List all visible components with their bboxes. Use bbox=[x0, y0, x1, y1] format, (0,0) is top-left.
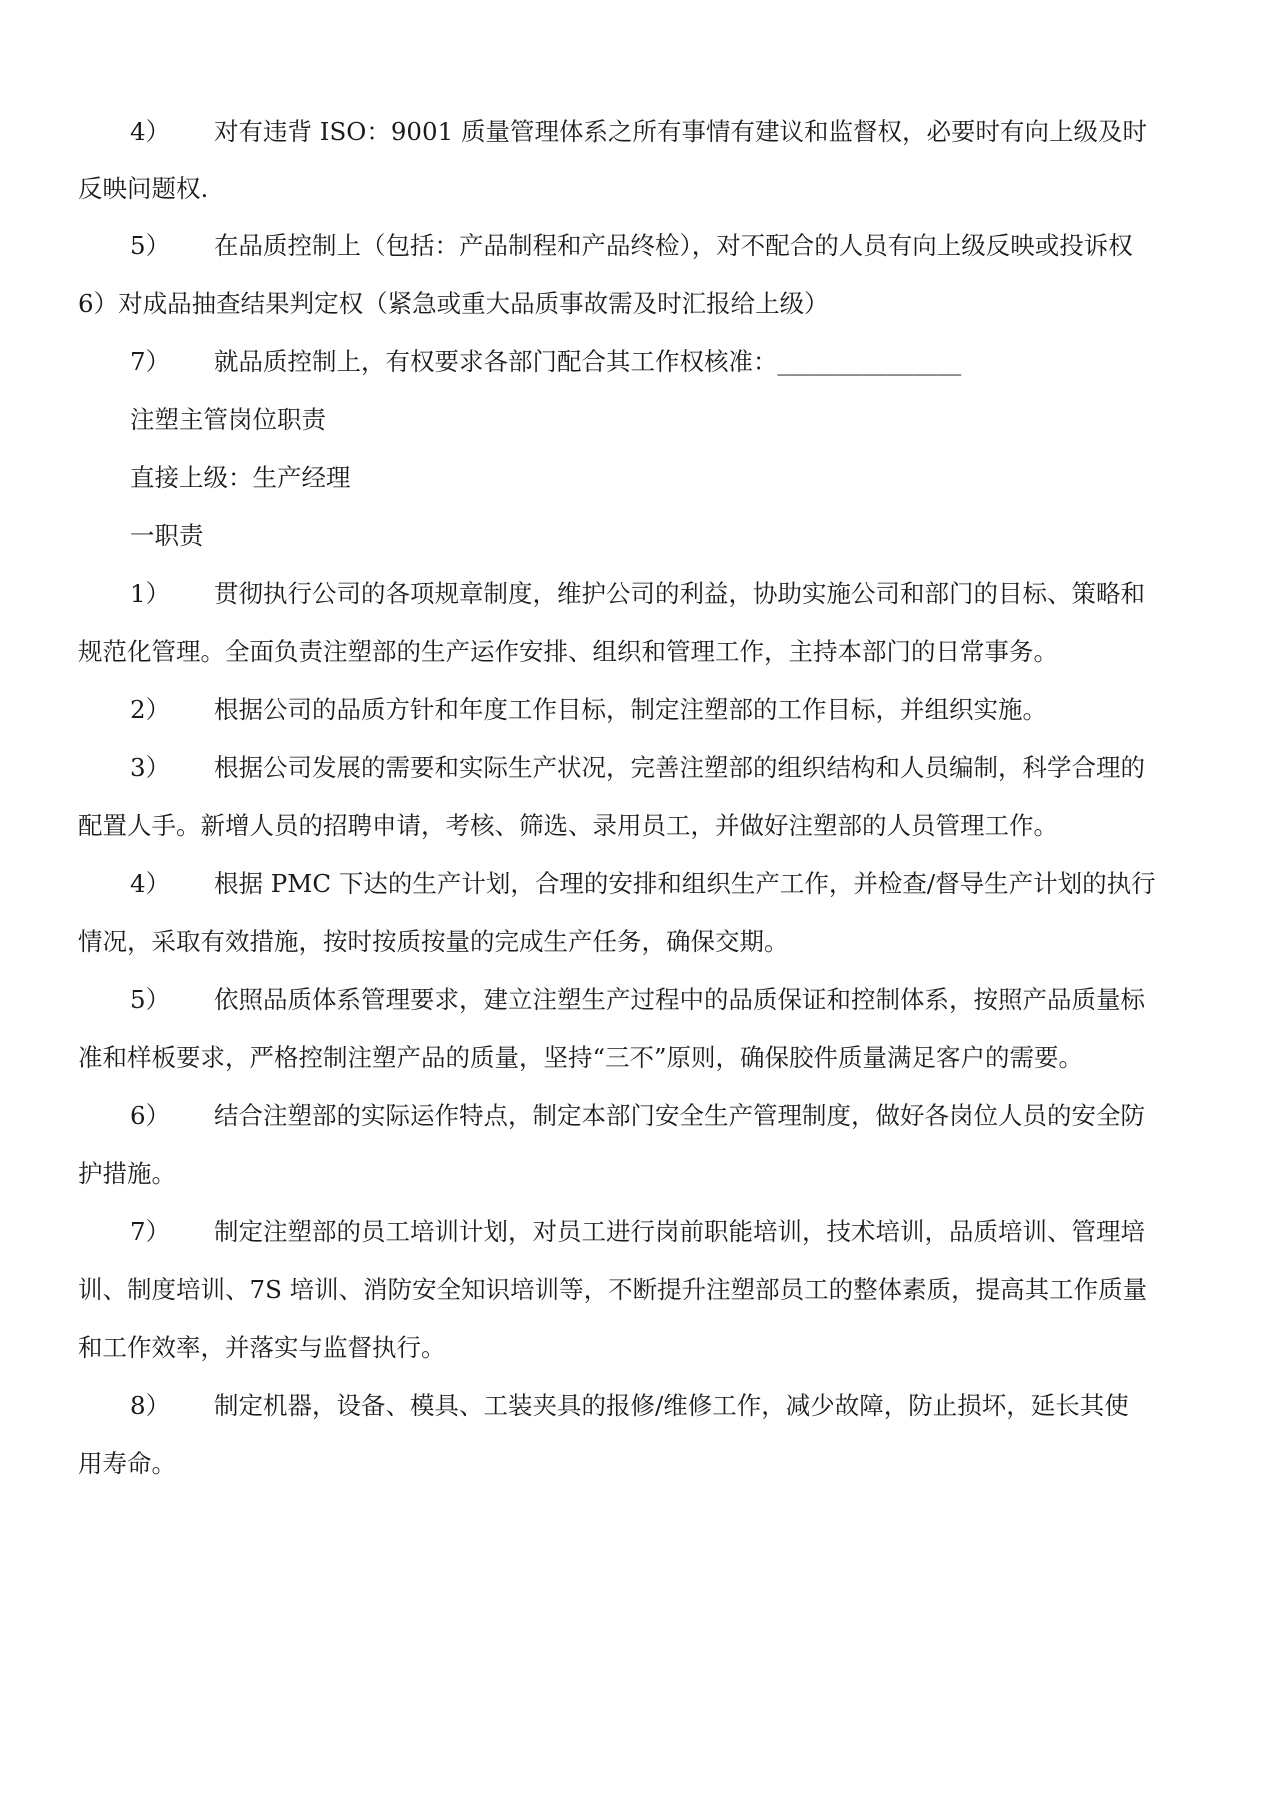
paragraph-line: 规范化管理。全面负责注塑部的生产运作安排、组织和管理工作，主持本部门的日常事务。 bbox=[78, 637, 1058, 666]
paragraph-line: 准和样板要求，严格控制注塑产品的质量，坚持“三不”原则，确保胶件质量满足客户的需要。 bbox=[78, 1043, 1084, 1072]
section-heading: 一职责 bbox=[130, 521, 204, 550]
item-number: 8） bbox=[130, 1391, 171, 1420]
item-number: 5） bbox=[130, 231, 171, 260]
paragraph-line: 用寿命。 bbox=[78, 1449, 176, 1478]
paragraph-text: 制定机器，设备、模具、工装夹具的报修/维修工作，减少故障，防止损坏，延长其使 bbox=[214, 1391, 1129, 1420]
paragraph-line: 情况，采取有效措施，按时按质按量的完成生产任务，确保交期。 bbox=[78, 927, 789, 956]
paragraph-line: 和工作效率，并落实与监督执行。 bbox=[78, 1333, 446, 1362]
paragraph-line: 护措施。 bbox=[78, 1159, 176, 1188]
paragraph-text: 根据公司的品质方针和年度工作目标，制定注塑部的工作目标，并组织实施。 bbox=[214, 695, 1047, 724]
item-number: 6） bbox=[130, 1101, 171, 1130]
paragraph-line: 反映问题权. bbox=[78, 174, 209, 203]
item-number: 2） bbox=[130, 695, 171, 724]
paragraph-text: 制定注塑部的员工培训计划，对员工进行岗前职能培训，技术培训，品质培训、管理培 bbox=[214, 1217, 1145, 1246]
paragraph-text: 对有违背 ISO：9001 质量管理体系之所有事情有建议和监督权，必要时有向上级及时 bbox=[214, 117, 1147, 146]
paragraph-line: 训、制度培训、7S 培训、消防安全知识培训等，不断提升注塑部员工的整体素质，提高其工作质量 bbox=[78, 1275, 1148, 1304]
item-number: 4） bbox=[130, 869, 171, 898]
paragraph-text: 根据 PMC 下达的生产计划，合理的安排和组织生产工作，并检查/督导生产计划的执行 bbox=[214, 869, 1156, 898]
section-title: 注塑主管岗位职责 bbox=[130, 405, 326, 434]
paragraph-text: 就品质控制上，有权要求各部门配合其工作权核准：_______________ bbox=[214, 347, 962, 376]
paragraph-text: 贯彻执行公司的各项规章制度，维护公司的利益，协助实施公司和部门的目标、策略和 bbox=[214, 579, 1145, 608]
item-number: 7） bbox=[130, 1217, 171, 1246]
item-number: 7） bbox=[130, 347, 171, 376]
paragraph-text: 在品质控制上（包括：产品制程和产品终检），对不配合的人员有向上级反映或投诉权 bbox=[214, 231, 1133, 260]
item-number: 1） bbox=[130, 579, 171, 608]
paragraph-line: 6）对成品抽查结果判定权（紧急或重大品质事故需及时汇报给上级） bbox=[78, 289, 829, 318]
item-number: 4） bbox=[130, 117, 171, 146]
item-number: 5） bbox=[130, 985, 171, 1014]
paragraph-text: 根据公司发展的需要和实际生产状况，完善注塑部的组织结构和人员编制，科学合理的 bbox=[214, 753, 1145, 782]
paragraph-text: 依照品质体系管理要求，建立注塑生产过程中的品质保证和控制体系，按照产品质量标 bbox=[214, 985, 1145, 1014]
paragraph-text: 结合注塑部的实际运作特点，制定本部门安全生产管理制度，做好各岗位人员的安全防 bbox=[214, 1101, 1145, 1130]
paragraph-line: 配置人手。新增人员的招聘申请，考核、筛选、录用员工，并做好注塑部的人员管理工作。 bbox=[78, 811, 1058, 840]
supervisor-line: 直接上级：生产经理 bbox=[130, 463, 351, 492]
item-number: 3） bbox=[130, 753, 171, 782]
